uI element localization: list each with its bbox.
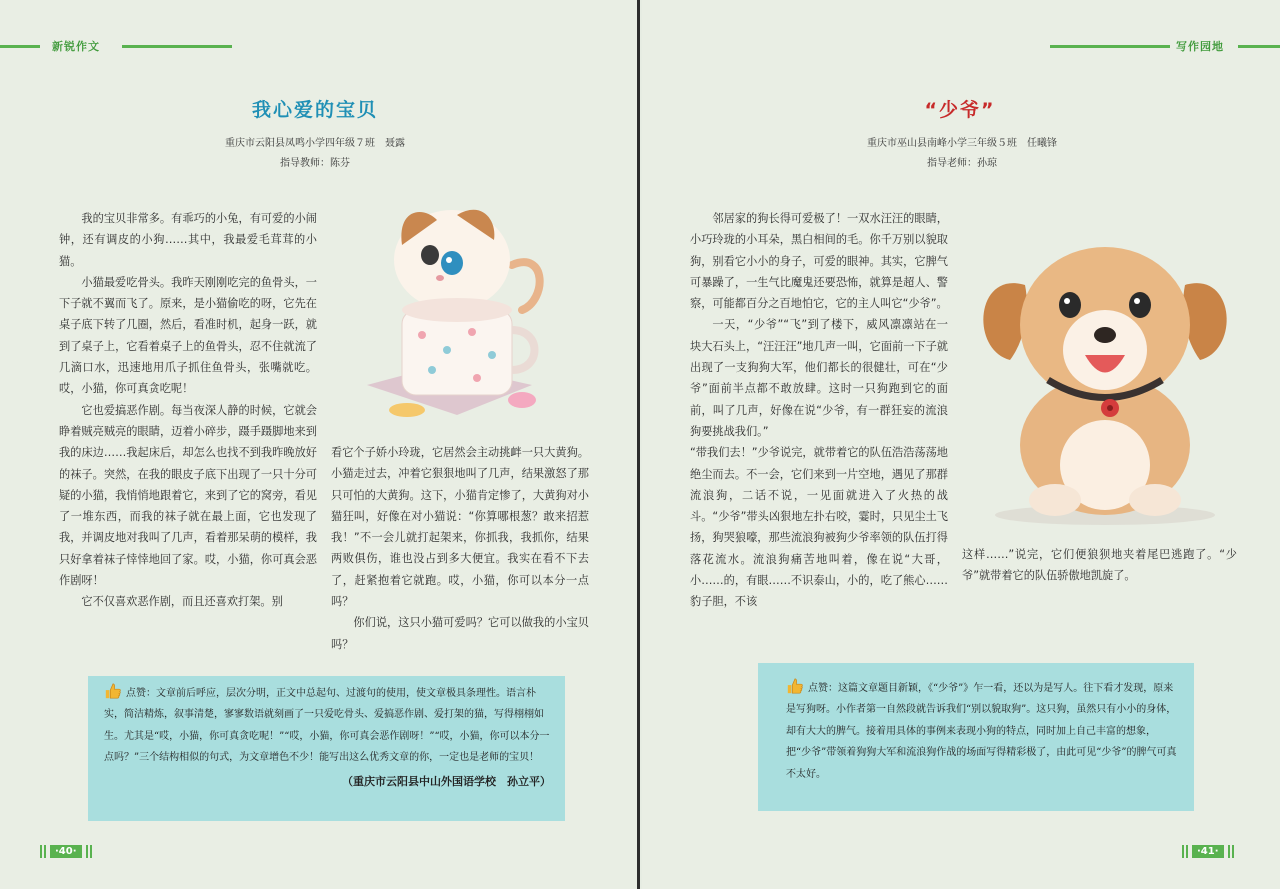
- paragraph: 它也爱搞恶作剧。每当夜深人静的时候，它就会睁着贼亮贼亮的眼睛，迈着小碎步，蹑手蹑脚地来到我的床边……我起床后，却怎么也找不到我昨晚放好的袜子。突然，在我的眼皮子底下出现了一只十分可疑的小猫，我悄悄地跟着它，来到了它的窝旁，看见了一堆东西，而我的袜子就在最上面，它也发现了我，并调皮地对我叫了几声，看着那呆萌的模样，我只好拿着袜子悻悻地回了家。哎，小猫，你可真会恶作剧呀！: [59, 403, 317, 588]
- page-number: ·41·: [1192, 845, 1224, 858]
- puppy-illustration: [970, 230, 1240, 530]
- page-number: ·40·: [50, 845, 82, 858]
- teacher-comment-box: [88, 676, 565, 821]
- author-line: 重庆市巫山县南峰小学三年级５班 任曦锋: [867, 138, 1057, 149]
- thumbs-up-icon: [104, 682, 122, 700]
- section-header: 新锐作文: [52, 40, 100, 53]
- page-number-block: [1182, 845, 1234, 858]
- teacher-line: 指导教师：陈芬: [280, 158, 350, 169]
- right-page: [642, 0, 1280, 889]
- paragraph: 它不仅喜欢恶作剧，而且还喜欢打架。别: [81, 595, 283, 609]
- left-page: [0, 0, 638, 889]
- book-spine: [637, 0, 640, 889]
- teacher-line: 指导老师：孙琼: [927, 158, 997, 169]
- author-line: 重庆市云阳县凤鸣小学四年级７班 聂露: [225, 138, 405, 149]
- paragraph: 小猫最爱吃骨头。我昨天刚刚吃完的鱼骨头，一下子就不翼而飞了。原来，是小猫偷吃的呀，它先在桌子底下转了几圈，然后，看准时机，起身一跃，就到了桌子上，它看着桌子上的鱼骨头，忍不住就流了几滴口水，迅速地用爪子抓住鱼骨头，张嘴就吃。哎，小猫，你可真贪吃呢！: [59, 275, 317, 396]
- paragraph: 这样……”说完，它们便狼狈地夹着尾巴逃跑了。“少爷”就带着它的队伍骄傲地凯旋了。: [962, 548, 1237, 583]
- header-rule: [1050, 45, 1170, 48]
- section-header: 写作园地: [1176, 40, 1224, 53]
- paragraph: 你们说，这只小猫可爱吗？它可以做我的小宝贝吗？: [331, 616, 589, 651]
- body-column-2: [962, 544, 1237, 587]
- article-title: “少爷”: [924, 99, 996, 121]
- article-title: 我心爱的宝贝: [251, 99, 378, 121]
- paragraph: 一天，“少爷”“飞”到了楼下，威风凛凛站在一块大石头上，“汪汪汪”地几声一叫，它面前一下子就出现了一支狗狗大军，他们都长的很健壮，可在“少爷”面前半点都不敢放肆。这时一只狗跑到它的面前，叫了几声，好像在说“少爷，有一群狂妄的流浪狗要挑战我们。”: [690, 318, 948, 438]
- header-rule: [0, 45, 40, 48]
- comment-text: 点赞：文章前后呼应，层次分明，正文中总起句、过渡句的使用，使文章极具条理性。语言朴实，简洁精炼，叙事清楚，寥寥数语就刻画了一只爱吃骨头、爱搞恶作剧、爱打架的猫，写得栩栩如生。尤其是“哎，小猫，你可真贪吃呢！”“哎，小猫，你可真会恶作剧呀！”“哎，小猫，你可以本分一点吗？”三个结构相似的句式，为文章增色不少！能写出这么优秀文章的你，一定也是老师的宝贝！: [104, 688, 550, 764]
- body-column-1: [59, 208, 317, 613]
- paragraph: “带我们去！”少爷说完，就带着它的队伍浩浩荡荡地绝尘而去。不一会，它们来到一片空地，遇见了那群流浪狗，二话不说，一见面就进入了火热的战斗。“少爷”带头凶狠地左扑右咬，霎时，只见尘土飞扬，狗哭狼嚎，那些流浪狗被狗少爷率领的队伍打得落花流水。流浪狗痛苦地叫着，像在说“大哥，小……的，有眼……不识泰山，小的，吃了熊心……豹子胆，不该: [690, 446, 948, 609]
- comment-text: 点赞：这篇文章题目新颖，《“少爷”》乍一看，还以为是写人。往下看才发现，原来是写狗呀。小作者第一自然段就告诉我们“别以貌取狗”。这只狗，虽然只有小小的身体，却有大大的脾气。接着用具体的事例来表现小狗的特点，同时加上自己丰富的想象，把“少爷”带领着狗狗大军和流浪狗作战的场面写得精彩极了，由此可见“少爷”的脾气可真不太好。: [786, 683, 1177, 780]
- paragraph: 我的宝贝非常多。有乖巧的小兔，有可爱的小闹钟，还有调皮的小狗……其中，我最爱毛茸茸的小猫。: [59, 212, 317, 268]
- thumbs-up-icon: [786, 677, 804, 695]
- paragraph: 看它个子娇小玲珑，它居然会主动挑衅一只大黄狗。小猫走过去，冲着它狠狠地叫了几声，结果激怒了那只可怕的大黄狗。这下，小猫肯定惨了，大黄狗对小猫狂叫，好像在对小猫说：“你算哪根葱？敢来招惹我！”不一会儿就打起架来，你抓我，我抓你，结果两败俱伤，谁也没占到多大便宜。我实在看不下去了，赶紧抱着它就跑。哎，小猫，你可以本分一点吗？: [331, 446, 589, 609]
- paragraph: 邻居家的狗长得可爱极了！一双水汪汪的眼睛，小巧玲珑的小耳朵，黑白相间的毛。你千万别以貌取狗，别看它小小的身子，可爱的眼神。其实，它脾气可暴躁了，一生气比魔鬼还要恐怖，就算是超人、警察，可能都百分之百地怕它，它的主人叫它“少爷”。: [690, 212, 948, 311]
- teacher-comment-box: [758, 663, 1194, 811]
- header-rule: [1238, 45, 1280, 48]
- body-column-2: [331, 442, 589, 655]
- page-number-block: [40, 845, 92, 858]
- comment-signature: （重庆市云阳县中山外国语学校 孙立平）: [342, 774, 551, 788]
- body-column-1: [690, 208, 948, 613]
- header-rule: [122, 45, 232, 48]
- kitten-in-cup-illustration: [362, 200, 562, 430]
